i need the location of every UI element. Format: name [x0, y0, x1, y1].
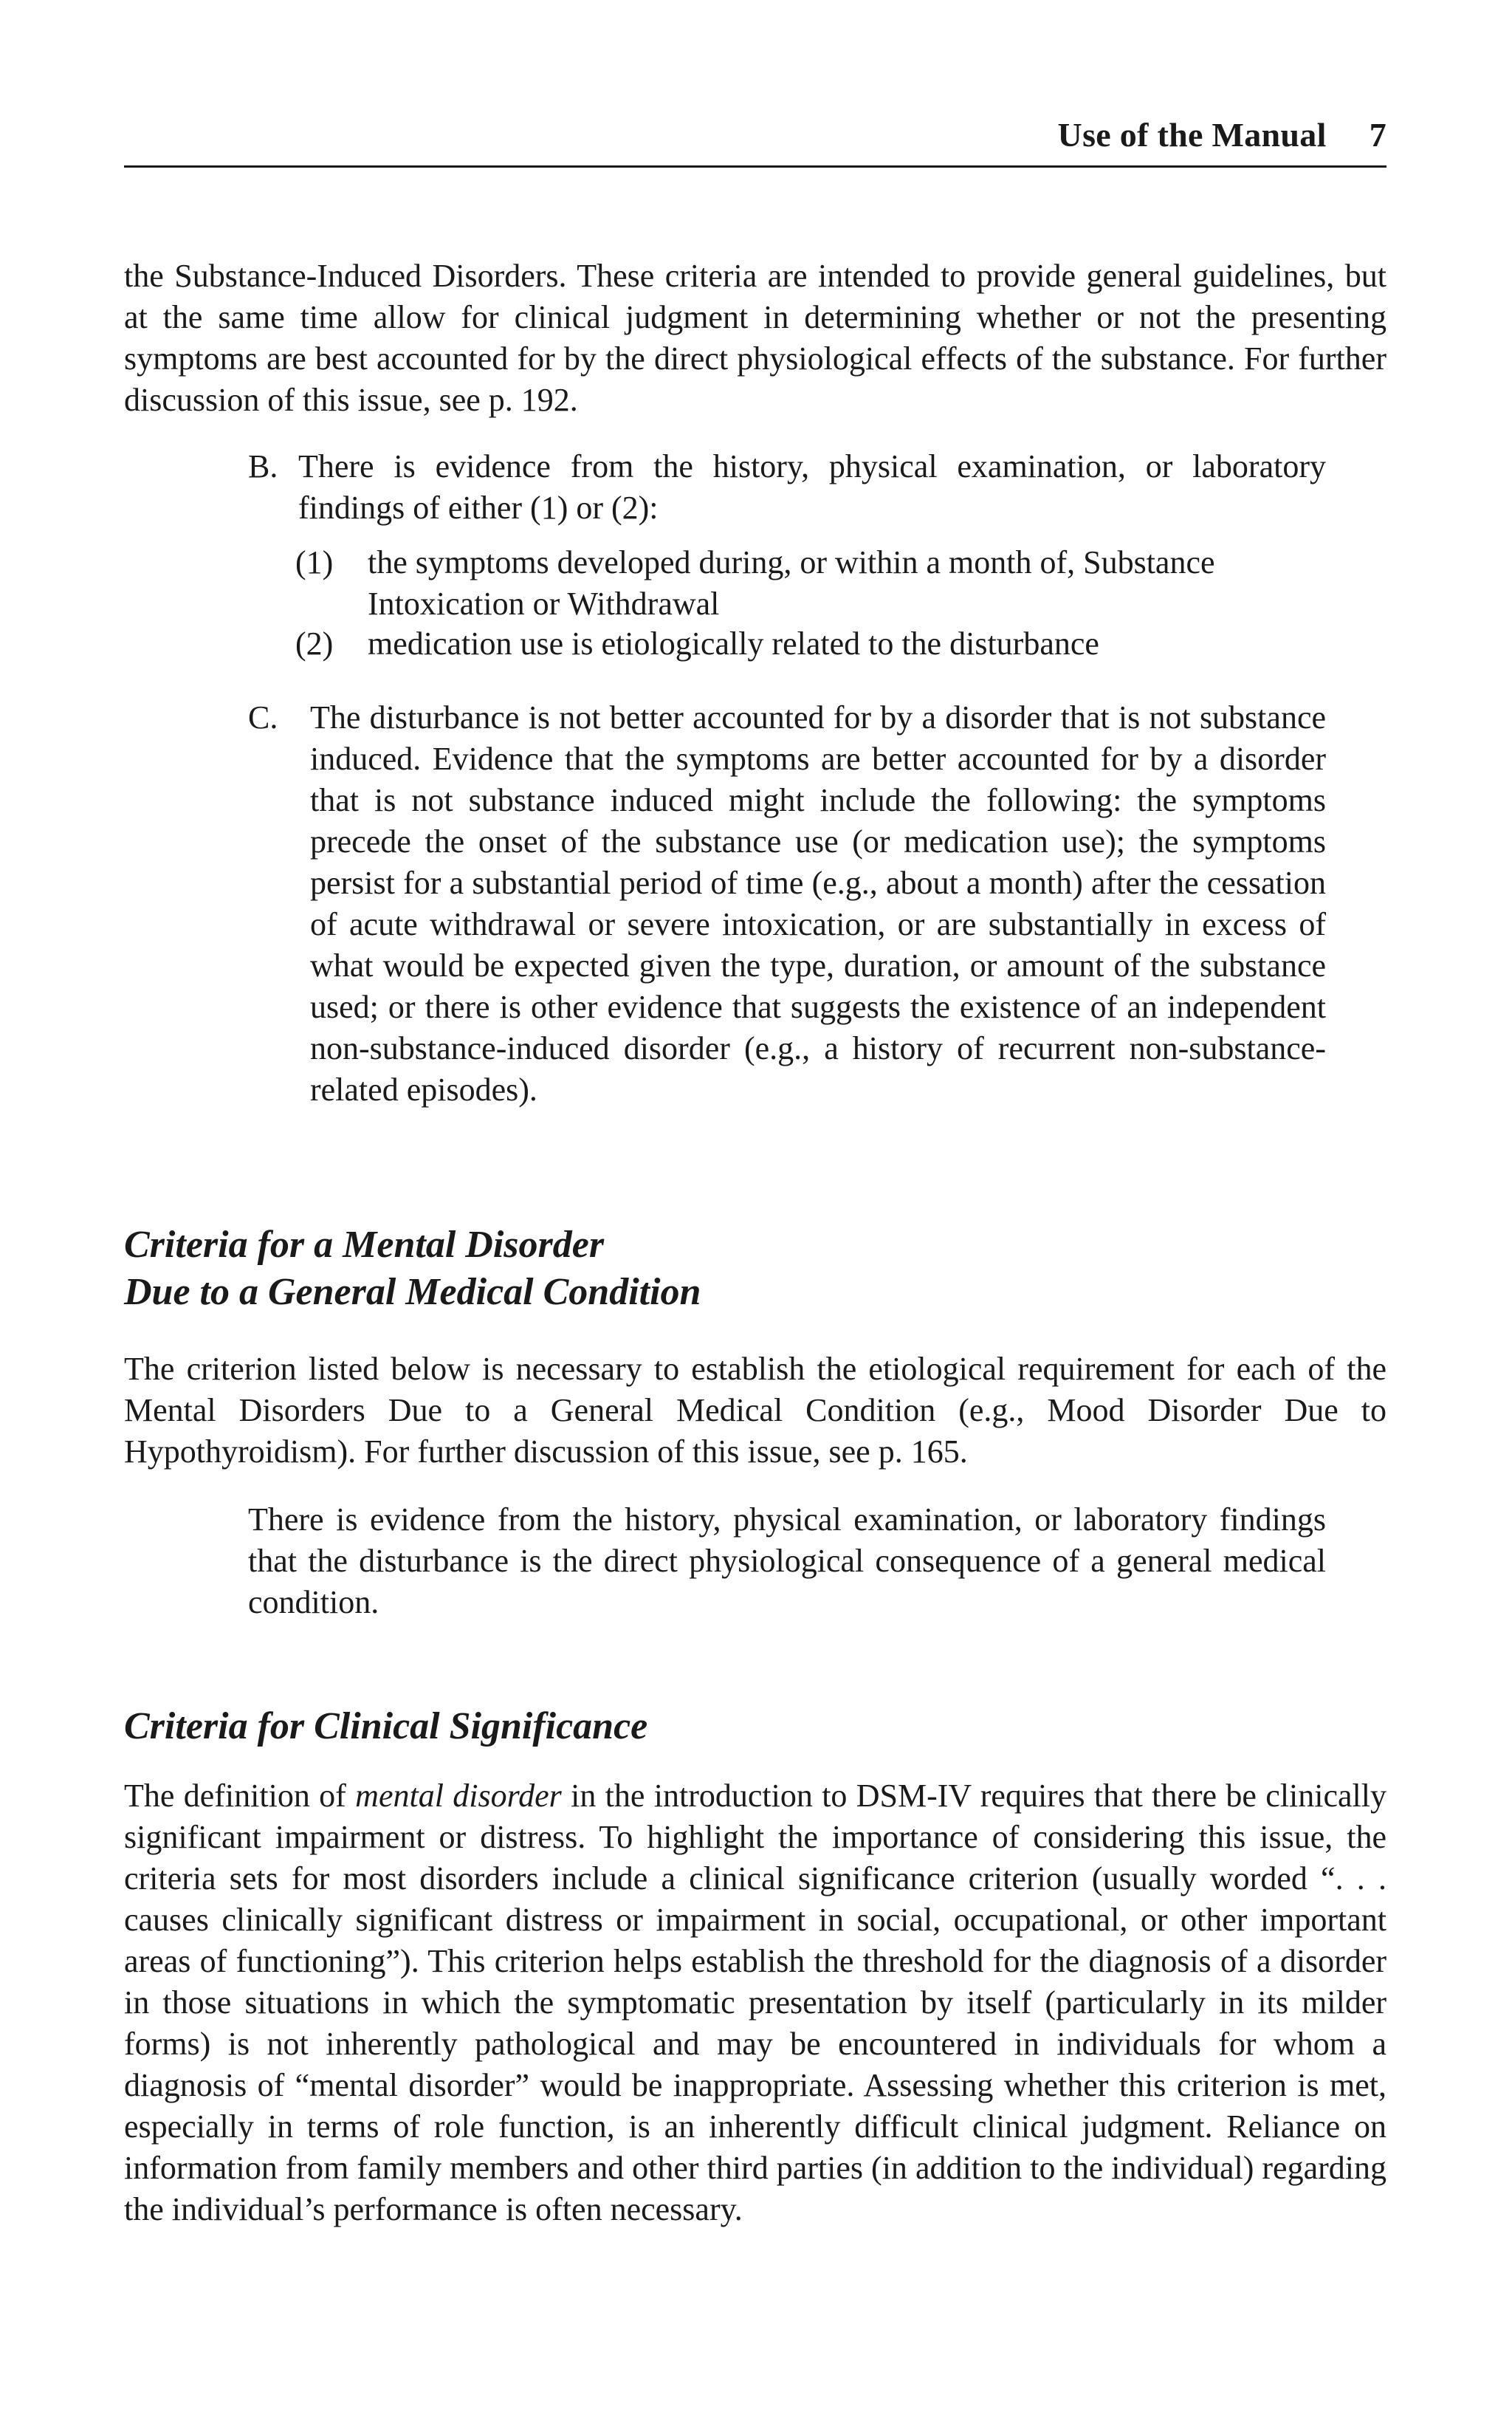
paragraph-emphasis: mental disorder [355, 1778, 562, 1814]
running-head-title: Use of the Manual [1057, 116, 1327, 154]
paragraph-part-1: The definition of [124, 1778, 346, 1814]
heading-line-2: Due to a General Medical Condition [124, 1271, 701, 1313]
clinical-significance-paragraph [124, 1775, 1386, 2230]
page-number: 7 [1369, 116, 1386, 154]
criterion-c [248, 697, 1326, 1111]
criterion-b-item-2-text: medication use is etiologically related to the disturbance [368, 626, 1099, 662]
criterion-c-text: The disturbance is not better accounted for by a disorder that is not substance induced. Evidence that the symptoms are better accounted for by a disorder that is not substance induced might include the following: the symptoms precede the onset of the substance use (or medication use); the symptoms persist for a substantial period of time (e.g., about a month) after the cessation of acute withdrawal or severe intoxication, or are substantially in excess of what would be expected given the type, duration, or amount of the substance used; or there is other evidence that suggests the existence of an independent non-substance-induced disorder (e.g., a history of recurrent non-substance-related episodes). [310, 699, 1326, 1108]
section-heading-general-medical-condition [124, 1221, 701, 1316]
criterion-b-item-2 [295, 623, 1329, 665]
criterion-b [248, 446, 1326, 529]
criterion-b-item-1-label: (1) [295, 544, 334, 580]
page-header [124, 111, 1386, 168]
running-head [1058, 115, 1386, 154]
criterion-b-item-1-text: the symptoms developed during, or within a month of, Substance Intoxication or Withdrawal [368, 544, 1215, 622]
paragraph-part-2: in the introduction to DSM-IV requires that there be clinically significant impairment or distress. To highlight the importance of considering this issue, the criteria sets for most disorders include a clinical significance criterion (usually worded “. . . causes clinically significant distress or impairment in social, occupational, or other important areas of functioning”). This criterion helps establish the threshold for the diagnosis of a disorder in those situations in which the symptomatic presentation by itself (particularly in its milder forms) is not inherently pathological and may be encountered in individuals for whom a diagnosis of “mental disorder” would be inappropriate. Assessing whether this criterion is met, especially in terms of role function, is an inherently difficult clinical judgment. Reliance on information from family members and other third parties (in addition to the individual) regarding the individual’s performance is often necessary. [124, 1778, 1386, 2227]
criterion-b-item-1 [295, 542, 1329, 625]
section-heading-clinical-significance [124, 1703, 647, 1750]
criterion-b-text: There is evidence from the history, physical examination, or laboratory findings of either (1) or (2): [298, 448, 1326, 526]
criterion-c-label: C. [248, 699, 278, 736]
heading-clinical-significance: Criteria for Clinical Significance [124, 1705, 648, 1747]
criterion-b-item-2-label: (2) [295, 626, 334, 662]
gmc-criterion: There is evidence from the history, physical examination, or laboratory findings that the disturbance is the direct physiological consequence of a general medical condition. [248, 1501, 1326, 1620]
intro-paragraph: the Substance-Induced Disorders. These criteria are intended to provide general guidelines, but at the same time allow for clinical judgment in determining whether or not the presenting symptoms are best accounted for by the direct physiological effects of the substance. For further discussion of this issue, see p. 192. [124, 258, 1386, 418]
gmc-paragraph: The criterion listed below is necessary to establish the etiological requirement for each of the Mental Disorders Due to a General Medical Condition (e.g., Mood Disorder Due to Hypothyroidism). For further discussion of this issue, see p. 165. [124, 1351, 1386, 1470]
criterion-b-label: B. [248, 448, 278, 484]
heading-line-1: Criteria for a Mental Disorder [124, 1224, 605, 1266]
